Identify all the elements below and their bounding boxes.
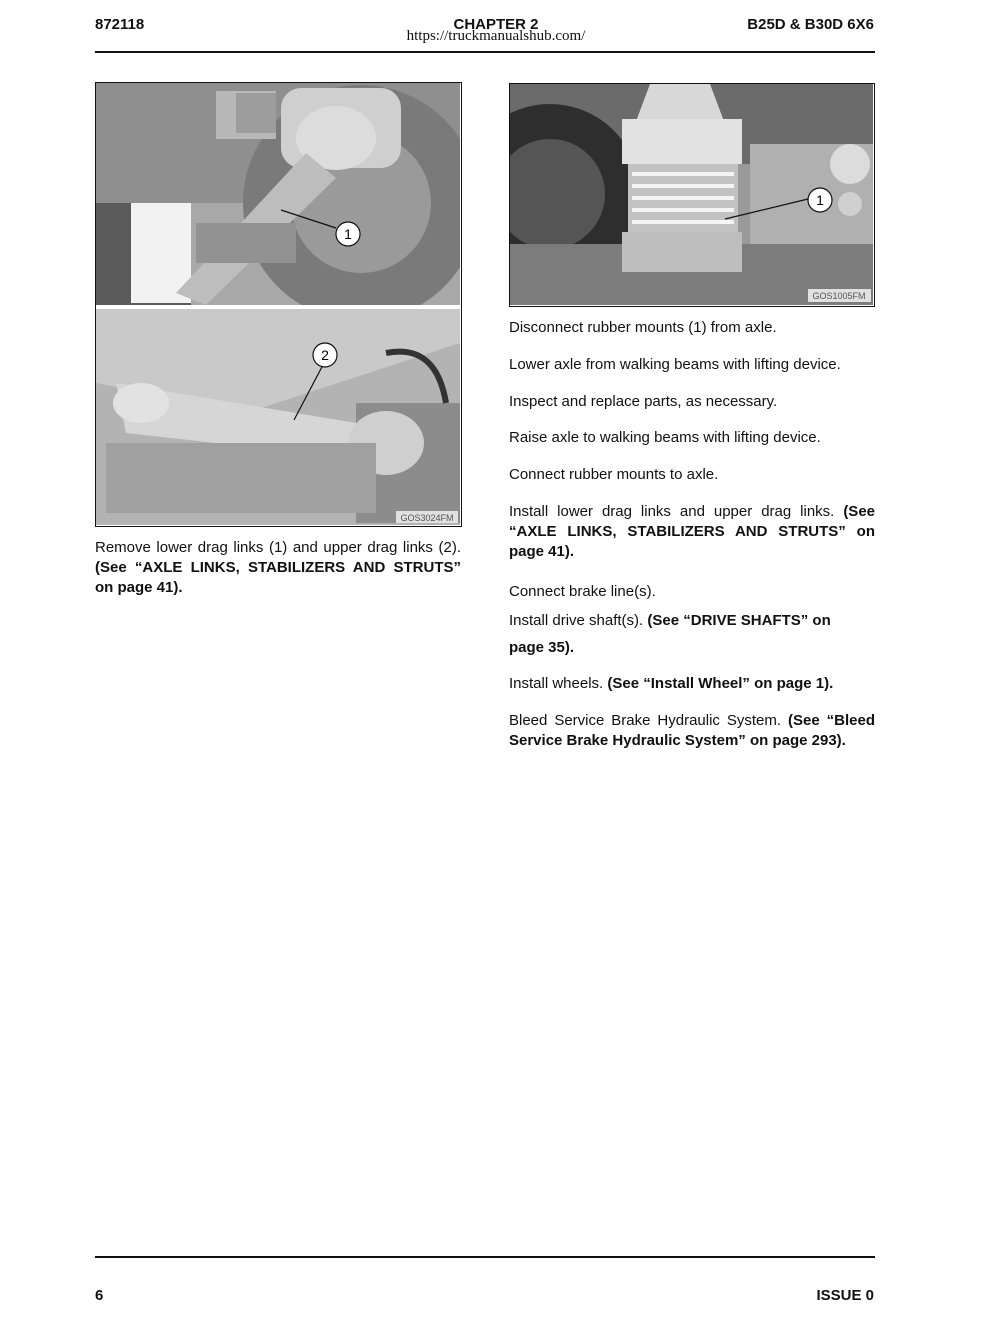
doc-number: 872118 (95, 16, 145, 33)
step-bleed-brakes: Bleed Service Brake Hydraulic System. (See “Bleed Service Brake Hydraulic System” on page 293). (509, 712, 875, 749)
watermark-url: https://truckmanualshub.com/ (406, 28, 586, 44)
page-number: 6 (95, 1287, 104, 1304)
rubber-mounts-photo (509, 83, 875, 307)
step-install-drag-links: Install lower drag links and upper drag links. (See “AXLE LINKS, STABILIZERS AND STRUTS” on page 41). (509, 503, 875, 560)
drag-links-photo (95, 82, 462, 527)
figure-code-left: GOS3024FM (400, 513, 454, 523)
callout-1-right: 1 (816, 192, 824, 208)
step-connect-brake-line: Connect brake line(s). (509, 583, 656, 600)
issue-label: ISSUE 0 (816, 1287, 874, 1304)
step-disconnect-mounts: Disconnect rubber mounts (1) from axle. (509, 319, 777, 336)
step-connect-mounts: Connect rubber mounts to axle. (509, 466, 719, 483)
step-install-drive-shafts-ref: page 35). (509, 639, 575, 656)
step-inspect-parts: Inspect and replace parts, as necessary. (509, 393, 778, 410)
header-rule (95, 51, 875, 53)
callout-2-left: 2 (321, 347, 329, 363)
model-name: B25D & B30D 6X6 (747, 16, 874, 33)
step-raise-axle: Raise axle to walking beams with lifting device. (509, 429, 821, 446)
step-install-drive-shafts: Install drive shaft(s). (See “DRIVE SHAFTS” on (509, 612, 831, 629)
footer-rule (95, 1256, 875, 1258)
step-lower-axle: Lower axle from walking beams with lifting device. (509, 356, 841, 373)
figure-code-right: GOS1005FM (812, 291, 866, 301)
chapter-title: CHAPTER 2 (453, 16, 539, 33)
step-remove-drag-links: Remove lower drag links (1) and upper drag links (2). (See “AXLE LINKS, STABILIZERS AND STRUTS” on page 41). (95, 539, 461, 596)
step-install-wheels: Install wheels. (See “Install Wheel” on page 1). (509, 675, 834, 692)
callout-1-left: 1 (344, 226, 352, 242)
